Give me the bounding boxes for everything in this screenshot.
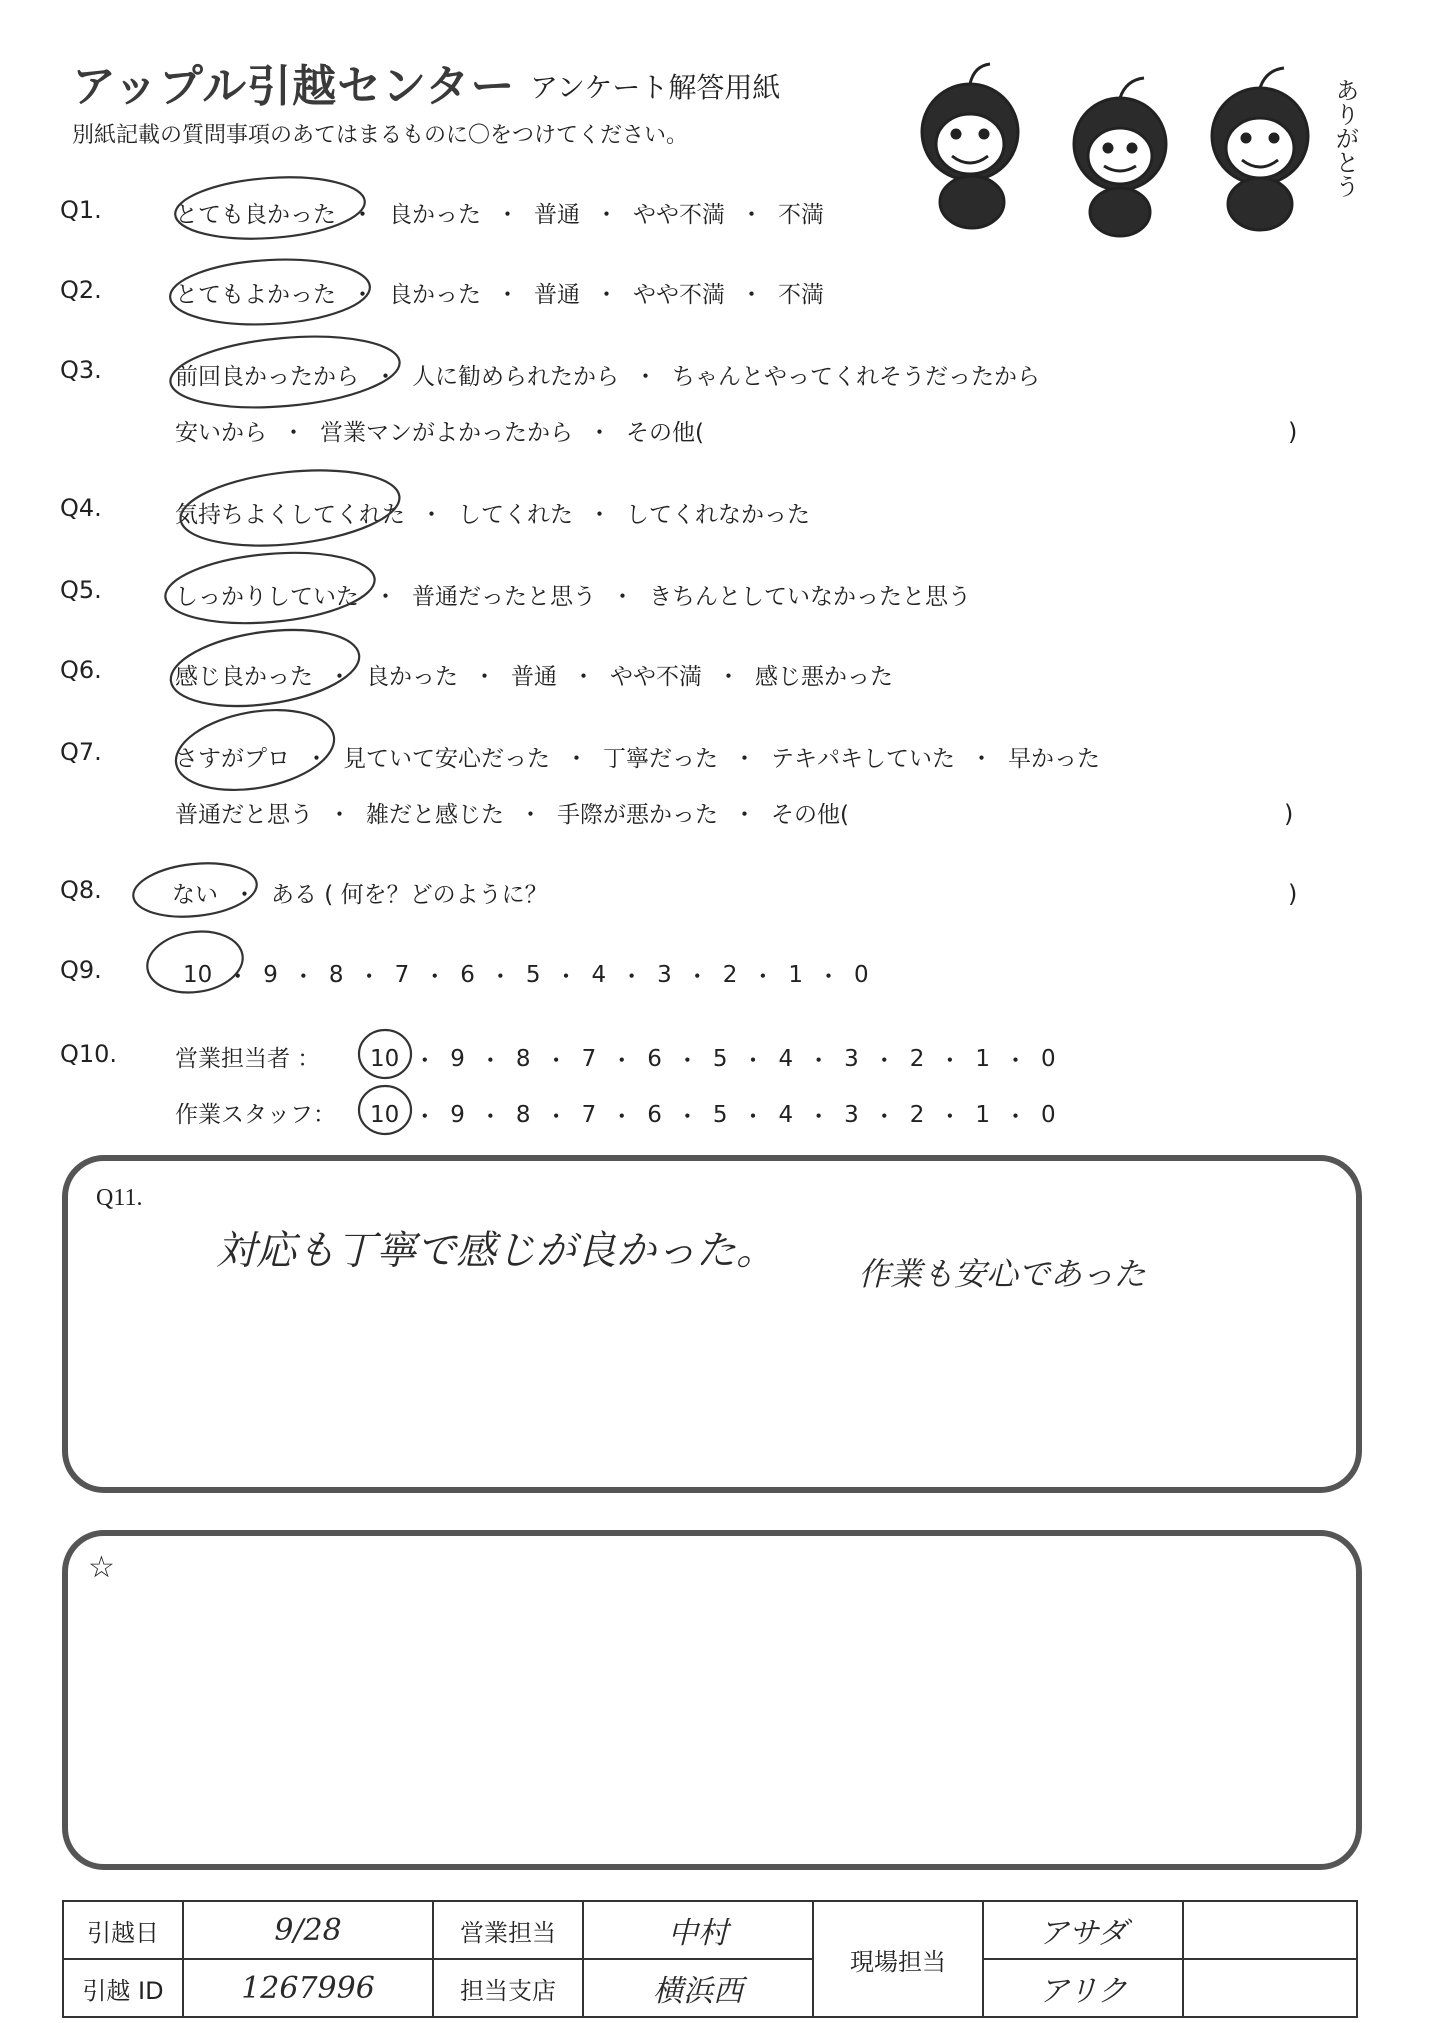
option[interactable]: 早かった [1008, 746, 1100, 772]
move-date-value[interactable]: 9/28 [183, 1901, 433, 1959]
score-option[interactable]: 6 [647, 1045, 662, 1072]
circle-mark [359, 1030, 411, 1078]
score-option[interactable]: 5 [712, 1045, 728, 1072]
site-staff-2-value[interactable]: アリク [983, 1959, 1183, 2017]
close-paren: ) [1284, 800, 1294, 828]
score-option[interactable]: 1 [975, 1045, 991, 1072]
score-option[interactable]: 7 [581, 1101, 597, 1128]
score-option[interactable]: 2 [722, 961, 738, 988]
circle-mark [167, 328, 402, 416]
option[interactable]: とてもよかった [175, 282, 336, 308]
question-number: Q7. [60, 738, 102, 766]
option[interactable]: やや不満 [633, 202, 725, 228]
score-option[interactable]: 9 [450, 1101, 465, 1128]
q10-staff-scale: 10 ・ 9 ・ 8 ・ 7 ・ 6 ・ 5 ・ 4 ・ 3 ・ 2 ・ 1 ・ 0 [370, 1101, 1056, 1130]
q11-label: Q11. [96, 1185, 143, 1211]
option[interactable]: 感じ悪かった [755, 664, 893, 690]
score-option[interactable]: 0 [1041, 1101, 1056, 1128]
q9-scale: 10 ・ 9 ・ 8 ・ 7 ・ 6 ・ 5 ・ 4 ・ 3 ・ 2 ・ 1 ・ 0 [183, 961, 869, 990]
circle-mark [166, 619, 364, 717]
score-option[interactable]: 10 [183, 961, 213, 988]
score-option[interactable]: 4 [591, 961, 607, 988]
option[interactable]: その他( [626, 420, 704, 446]
option[interactable]: きちんとしていなかったと思う [649, 584, 971, 610]
circle-mark [177, 461, 403, 556]
empty-cell[interactable] [1183, 1959, 1357, 2017]
mascot-caption: ありがとう [1331, 78, 1359, 198]
option[interactable]: テキパキしていた [771, 746, 955, 772]
score-option[interactable]: 8 [515, 1045, 531, 1072]
score-option[interactable]: 8 [515, 1101, 531, 1128]
score-option[interactable]: 5 [712, 1101, 728, 1128]
option[interactable]: さすがプロ [175, 746, 290, 772]
question-number: Q1. [60, 196, 102, 224]
question-number: Q4. [60, 494, 102, 522]
q8-options: ない ・ ある ( 何を？どのように？ [172, 876, 548, 909]
site-staff-1-value[interactable]: アサダ [983, 1901, 1183, 1959]
score-option[interactable]: 7 [394, 961, 410, 988]
q4-options: 気持ちよくしてくれた ・ してくれた ・ してくれなかった [175, 496, 810, 529]
company-title: アップル引越センター [72, 61, 516, 112]
close-paren: ) [1288, 880, 1298, 908]
option[interactable]: やや不満 [610, 664, 702, 690]
option[interactable]: 見ていて安心だった [343, 746, 550, 772]
star-icon: ☆ [88, 1550, 115, 1585]
info-table [62, 1900, 1358, 2018]
q5-options: しっかりしていた ・ 普通だったと思う ・ きちんとしていなかったと思う [175, 578, 971, 611]
score-option[interactable]: 0 [1041, 1045, 1056, 1072]
circle-mark [143, 926, 246, 999]
score-option[interactable]: 10 [370, 1045, 400, 1072]
option[interactable]: 普通 [534, 282, 580, 308]
score-option[interactable]: 2 [909, 1101, 925, 1128]
score-option[interactable]: 3 [657, 961, 672, 988]
question-number: Q6. [60, 656, 102, 684]
question-number: Q10. [60, 1040, 118, 1068]
branch-label: 担当支店 [433, 1959, 583, 2017]
question-number: Q8. [60, 876, 102, 904]
option[interactable]: ない [172, 882, 218, 908]
q10-sales-label: 営業担当者 ： [175, 1046, 321, 1072]
score-option[interactable]: 2 [909, 1045, 925, 1072]
option[interactable]: やや不満 [633, 282, 725, 308]
score-option[interactable]: 6 [647, 1101, 662, 1128]
option[interactable]: しっかりしていた [175, 584, 359, 610]
q11-comment-box[interactable] [62, 1155, 1362, 1493]
question-number: Q9. [60, 956, 102, 984]
q3-options-row2: 安いから ・ 営業マンがよかったから ・ その他( [175, 414, 704, 447]
score-option[interactable]: 0 [854, 961, 869, 988]
q7-options-row1: さすがプロ ・ 見ていて安心だった ・ 丁寧だった ・ テキパキしていた ・ 早かった [175, 740, 1100, 773]
option[interactable]: ある ( 何を？どのように？ [271, 882, 548, 908]
instructions: 別紙記載の質問事項のあてはまるものに〇をつけてください。 [72, 123, 689, 148]
circle-mark [162, 545, 377, 631]
form-subtitle: アンケート解答用紙 [530, 71, 781, 104]
option[interactable]: 普通だったと思う [412, 584, 596, 610]
option[interactable]: 良かった [389, 202, 481, 228]
option[interactable]: してくれなかった [626, 502, 810, 528]
option[interactable]: 人に勧められたから [412, 364, 619, 390]
option[interactable]: 普通だと思う [175, 802, 313, 828]
q6-options: 感じ良かった ・ 良かった ・ 普通 ・ やや不満 ・ 感じ悪かった [175, 658, 893, 691]
circle-mark [131, 858, 260, 923]
q2-options: とてもよかった ・ 良かった ・ 普通 ・ やや不満 ・ 不満 [175, 276, 824, 309]
option[interactable]: 丁寧だった [603, 746, 718, 772]
move-date-label: 引越日 [63, 1901, 183, 1959]
score-option[interactable]: 1 [975, 1101, 991, 1128]
option[interactable]: その他( [771, 802, 849, 828]
q10-staff-label: 作業スタッフ： [175, 1102, 336, 1128]
option[interactable]: 営業マンがよかったから [320, 420, 573, 446]
circle-mark [170, 699, 341, 802]
option[interactable]: 前回良かったから [175, 364, 359, 390]
score-option[interactable]: 8 [328, 961, 344, 988]
score-option[interactable]: 1 [788, 961, 804, 988]
q11-answer-part1: 対応も丁寧で感じが良かった。 [216, 1228, 776, 1274]
site-label: 現場担当 [813, 1901, 983, 2017]
score-option[interactable]: 3 [844, 1045, 859, 1072]
score-option[interactable]: 4 [778, 1101, 794, 1128]
option[interactable]: 良かった [389, 282, 481, 308]
circle-mark [359, 1086, 411, 1134]
score-option[interactable]: 4 [778, 1045, 794, 1072]
option[interactable]: ちゃんとやってくれそうだったから [672, 364, 1040, 390]
option[interactable]: 普通 [511, 664, 557, 690]
score-option[interactable]: 10 [370, 1101, 400, 1128]
q1-options: とても良かった ・ 良かった ・ 普通 ・ やや不満 ・ 不満 [175, 196, 824, 229]
option[interactable]: とても良かった [175, 202, 336, 228]
score-option[interactable]: 9 [450, 1045, 465, 1072]
question-number: Q5. [60, 576, 102, 604]
question-number: Q3. [60, 356, 102, 384]
option[interactable]: 不満 [778, 202, 824, 228]
star-comment-box[interactable] [62, 1530, 1362, 1870]
score-option[interactable]: 9 [263, 961, 278, 988]
option[interactable]: 不満 [778, 282, 824, 308]
score-option[interactable]: 7 [581, 1045, 597, 1072]
sales-label: 営業担当 [433, 1901, 583, 1959]
q10-sales-scale: 10 ・ 9 ・ 8 ・ 7 ・ 6 ・ 5 ・ 4 ・ 3 ・ 2 ・ 1 ・ 0 [370, 1045, 1056, 1074]
move-id-label: 引越 ID [63, 1959, 183, 2017]
score-option[interactable]: 5 [525, 961, 541, 988]
option[interactable]: 良かった [366, 664, 458, 690]
branch-name-value[interactable]: 横浜西 [583, 1959, 813, 2017]
score-option[interactable]: 6 [460, 961, 475, 988]
circle-mark [168, 255, 371, 329]
q11-answer-part2: 作業も安心であった [858, 1255, 1146, 1293]
sales-name-value[interactable]: 中村 [583, 1901, 813, 1959]
circle-mark [173, 171, 367, 244]
option[interactable]: 雑だと感じた [366, 802, 504, 828]
option[interactable]: 手際が悪かった [557, 802, 718, 828]
move-id-value[interactable]: 1267996 [183, 1959, 433, 2017]
question-number: Q2. [60, 276, 102, 304]
option[interactable]: 感じ良かった [175, 664, 313, 690]
empty-cell[interactable] [1183, 1901, 1357, 1959]
option[interactable]: 普通 [534, 202, 580, 228]
q3-options-row1: 前回良かったから ・ 人に勧められたから ・ ちゃんとやってくれそうだったから [175, 358, 1040, 391]
close-paren: ) [1288, 418, 1298, 446]
option[interactable]: 安いから [175, 420, 267, 446]
option[interactable]: 気持ちよくしてくれた [175, 502, 405, 528]
q7-options-row2: 普通だと思う ・ 雑だと感じた ・ 手際が悪かった ・ その他( [175, 796, 849, 829]
option[interactable]: してくれた [458, 502, 573, 528]
score-option[interactable]: 3 [844, 1101, 859, 1128]
